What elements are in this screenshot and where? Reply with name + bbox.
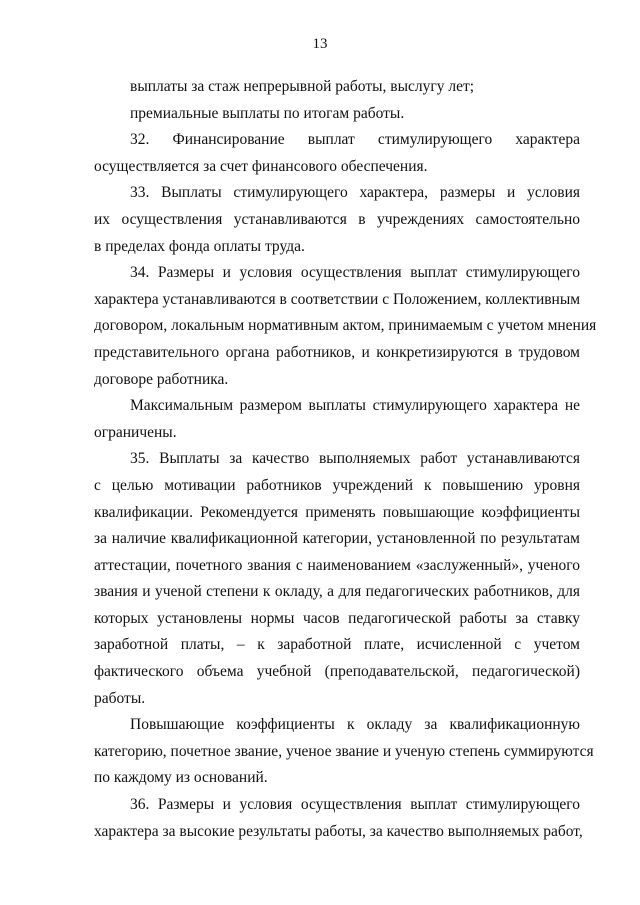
text-line: в пределах фонда оплаты труда. [94,237,305,255]
text-line: договором, локальным нормативным актом, принимаемым с учетом мнения [94,317,597,335]
text-line: квалификации. Рекомендуется применять повышающие коэффициенты [94,503,580,521]
text-line: премиальные выплаты по итогам работы. [130,104,405,122]
text-line: с целью мотивации работников учреждений к повышению уровня [94,476,580,494]
text-line: характера устанавливаются в соответствии с Положением, коллективным [94,290,581,308]
text-line: 33. Выплаты стимулирующего характера, размеры и условия [130,184,580,202]
text-line: 32. Финансирование выплат стимулирующего характера [130,131,580,149]
page-number: 13 [312,36,328,52]
text-line: 36. Размеры и условия осуществления выплат стимулирующего [130,796,580,814]
text-line: выплаты за стаж непрерывной работы, выслугу лет; [130,78,475,95]
text-line: по каждому из оснований. [94,769,268,787]
text-line: 34. Размеры и условия осуществления выплат стимулирующего [130,264,580,282]
text-line: за наличие квалификационной категории, установленной по результатам [94,530,580,548]
text-line: Повышающие коэффициенты к окладу за квалификационную [130,716,580,734]
text-line: заработной платы, – к заработной плате, исчисленной с учетом [94,636,580,654]
text-line: фактического объема учебной (преподавательской, педагогической) [94,663,580,681]
text-line: их осуществления устанавливаются в учреждениях самостоятельно [94,210,580,228]
text-line: категорию, почетное звание, ученое звание и ученую степень суммируются [94,742,594,760]
text-line: 35. Выплаты за качество выполняемых работ устанавливаются [130,450,580,468]
body-text [94,74,597,845]
text-line: работы. [94,689,146,707]
text-line: звания и ученой степени к окладу, а для педагогических работников, для [94,583,580,601]
text-line: договоре работника. [94,370,229,388]
text-line: Максимальным размером выплаты стимулирующего характера не [130,397,580,415]
text-line: аттестации, почетного звания с наименованием «заслуженный», ученого [94,556,580,574]
text-line: ограничены. [94,423,177,441]
text-line: характера за высокие результаты работы, за качество выполняемых работ, [94,822,583,840]
text-line: представительного органа работников, и конкретизируются в трудовом [94,343,580,361]
text-line: осуществляется за счет финансового обеспечения. [94,157,428,175]
text-line: которых установлены нормы часов педагогической работы за ставку [94,609,580,627]
